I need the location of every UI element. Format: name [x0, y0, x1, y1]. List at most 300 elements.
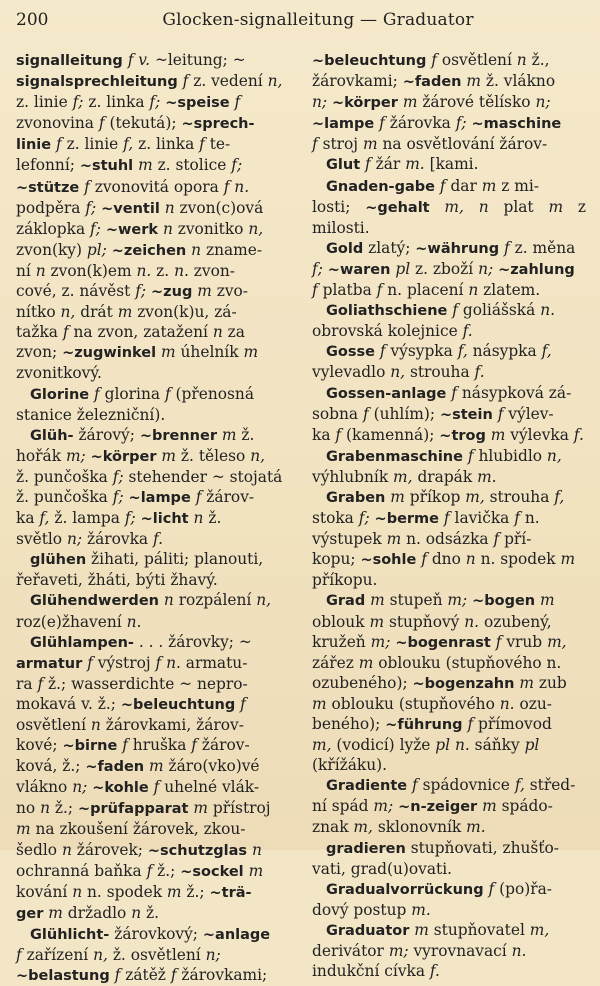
- translation-text: indukční cívka: [312, 962, 430, 981]
- grammar-label: pl: [395, 259, 411, 278]
- grammar-label: f,: [123, 135, 134, 154]
- headword: ~führung: [385, 717, 463, 733]
- dictionary-line: [312, 859, 586, 879]
- dictionary-line: [312, 280, 586, 300]
- translation-text: vyrovnavací: [408, 942, 512, 961]
- headword: ~gehalt: [365, 199, 430, 216]
- dictionary-line: [16, 342, 290, 363]
- dictionary-line: [312, 673, 586, 694]
- translation-text: zvonovina: [16, 114, 99, 133]
- dictionary-line: [312, 653, 586, 673]
- translation-text: nítko: [16, 303, 61, 322]
- translation-text: žárovka: [82, 530, 153, 549]
- grammar-label: n: [35, 261, 46, 280]
- grammar-label: f: [335, 425, 342, 444]
- grammar-label: n;: [535, 93, 551, 112]
- translation-text: oblouku (stupňového n.: [373, 653, 562, 672]
- translation-text: sklonovník: [372, 818, 467, 837]
- headword: ~lampe: [128, 489, 191, 506]
- translation-text: vylevadlo: [312, 363, 391, 382]
- translation-text: ž. osvětlení: [107, 946, 206, 965]
- dictionary-line: [16, 529, 290, 549]
- grammar-label: m: [519, 673, 534, 692]
- text-columns: [16, 50, 586, 986]
- headword: ~zugwinkel: [62, 345, 157, 362]
- grammar-label: f,: [514, 776, 525, 795]
- dictionary-line: [312, 961, 586, 981]
- dictionary-line: [312, 632, 586, 653]
- translation-text: držadlo: [62, 903, 132, 922]
- page-header: [16, 10, 586, 50]
- running-title: Glocken-signalleitung — Graduator: [162, 10, 474, 30]
- grammar-label: f;: [455, 114, 467, 133]
- translation-text: sáňky: [469, 736, 525, 755]
- grammar-label: f: [467, 446, 474, 465]
- headword: Graduator: [326, 922, 410, 939]
- translation-text: spádo-: [496, 797, 553, 816]
- translation-text: násypka: [467, 342, 542, 361]
- grammar-label: n,: [93, 946, 108, 965]
- grammar-label: m: [166, 882, 182, 901]
- translation-text: dový postup: [312, 900, 412, 919]
- dictionary-line: [312, 796, 586, 817]
- headword: ~zug: [151, 284, 193, 301]
- translation-text: ra: [16, 674, 38, 693]
- grammar-label: f: [431, 51, 437, 69]
- dictionary-line: [312, 404, 586, 425]
- headword: linie: [16, 137, 52, 154]
- translation-text: zlatem.: [478, 281, 541, 300]
- translation-text: stupňový: [384, 612, 465, 631]
- dictionary-line: [16, 322, 290, 342]
- translation-text: stupňovatel: [428, 920, 530, 939]
- grammar-label: pl: [524, 736, 540, 755]
- translation-text: plat: [488, 197, 549, 216]
- translation-text: (křížáku).: [312, 756, 388, 775]
- translation-text: ní: [16, 261, 36, 280]
- translation-text: armatu-: [180, 653, 248, 672]
- translation-text: na zvon, zatažení: [68, 323, 213, 342]
- translation-text: z milosti.: [312, 197, 586, 237]
- dictionary-line: [312, 50, 586, 71]
- translation-text: roz(e)žhavení: [16, 612, 127, 631]
- translation-text: rozpálení: [173, 591, 257, 610]
- dictionary-line: [16, 113, 290, 134]
- grammar-label: n,: [390, 363, 406, 382]
- dictionary-line: [312, 735, 586, 755]
- grammar-label: f: [122, 736, 128, 755]
- translation-text: výhlubník: [312, 467, 394, 486]
- dictionary-line: [312, 92, 586, 113]
- headword: ~stütze: [16, 179, 80, 196]
- dictionary-line: [312, 508, 586, 529]
- dictionary-line: [312, 612, 586, 632]
- translation-text: zářez: [312, 653, 359, 672]
- headword: gradieren: [326, 840, 406, 857]
- grammar-label: f.: [462, 322, 473, 341]
- headword: ~prüfapparat: [77, 801, 189, 818]
- translation-text: zub: [533, 673, 567, 692]
- grammar-label: n;: [205, 946, 221, 965]
- translation-text: stupeň: [384, 591, 448, 610]
- translation-text: na zkoušení žárovek, zkou-: [30, 820, 246, 839]
- translation-text: ozubeného);: [312, 673, 413, 692]
- dictionary-line: [312, 920, 586, 941]
- headword: Goliathschiene: [326, 303, 448, 320]
- grammar-label: n,: [256, 591, 272, 610]
- headword: ~faden: [85, 759, 145, 776]
- dictionary-line: [16, 177, 290, 198]
- translation-text: ž. punčoška: [16, 467, 113, 486]
- grammar-label: n,: [250, 446, 266, 465]
- headword: Gold: [326, 240, 364, 257]
- grammar-label: m;: [373, 797, 394, 816]
- translation-text: za: [222, 323, 245, 342]
- dictionary-line: [312, 238, 586, 259]
- translation-text: zvon(k)u, zá-: [132, 303, 237, 322]
- grammar-label: f: [234, 93, 241, 112]
- grammar-label: n: [468, 281, 479, 300]
- grammar-label: f;: [90, 219, 101, 238]
- translation-text: ozu-: [514, 694, 552, 713]
- dictionary-line: [16, 756, 290, 777]
- translation-text: te-: [204, 135, 231, 154]
- headword: ~bogenzahn: [412, 675, 515, 692]
- headword: ger: [16, 905, 44, 922]
- headword: signalleitung: [16, 53, 123, 69]
- translation-text: žárov-: [201, 487, 255, 506]
- translation-text: podpěra: [16, 198, 86, 217]
- dictionary-line: [16, 819, 290, 839]
- translation-text: n. spodek: [82, 882, 167, 901]
- translation-text: zvonitkový.: [16, 364, 102, 383]
- translation-text: . . . žárovky; ~: [133, 632, 252, 651]
- translation-text: n.: [519, 509, 540, 528]
- translation-text: žár: [370, 155, 406, 174]
- translation-text: násypková zá-: [457, 383, 572, 402]
- translation-text: z. vedení: [188, 72, 268, 91]
- translation-text: stupňovati, zhušťo-: [405, 838, 559, 857]
- grammar-label: f: [164, 384, 171, 403]
- translation-text: zvon(ky): [16, 240, 87, 259]
- dictionary-line: [16, 155, 290, 176]
- grammar-label: f.: [573, 425, 584, 444]
- translation-text: řeřaveti, žháti, býti žhavý.: [16, 571, 218, 590]
- grammar-label: f: [94, 384, 100, 403]
- dictionary-line: [16, 861, 290, 882]
- grammar-label: m: [248, 861, 264, 880]
- grammar-label: n: [251, 840, 262, 859]
- grammar-label: f n.: [155, 653, 181, 672]
- grammar-label: m: [161, 446, 177, 465]
- dictionary-line: [16, 612, 290, 632]
- translation-text: cové, z. návěst: [16, 282, 136, 301]
- grammar-label: f: [312, 135, 318, 154]
- grammar-label: n: [131, 903, 142, 922]
- grammar-label: f: [37, 674, 44, 693]
- grammar-label: m: [138, 156, 153, 175]
- translation-text: oblouku (stupňového: [326, 694, 500, 713]
- headword: Glühlicht-: [30, 926, 110, 943]
- dictionary-line: [16, 240, 290, 261]
- headword: signalsprechleitung: [16, 74, 178, 91]
- dictionary-line: [16, 384, 290, 405]
- grammar-label: m.: [405, 155, 425, 174]
- dictionary-line: [16, 777, 290, 798]
- dictionary-line: [312, 694, 586, 714]
- translation-text: spádovnice: [417, 776, 515, 795]
- grammar-label: m,: [312, 736, 332, 755]
- translation-text: žárovkami;: [176, 966, 268, 985]
- headword: ~beleuchtung: [120, 696, 236, 713]
- grammar-label: n;: [72, 778, 88, 797]
- grammar-label: n,: [546, 446, 562, 465]
- translation-text: úhelník: [175, 343, 244, 362]
- translation-text: žárov-: [196, 736, 250, 755]
- grammar-label: m;: [65, 446, 86, 465]
- headword: ~trog: [439, 427, 486, 444]
- translation-text: ž.: [236, 425, 255, 444]
- dictionary-line: [312, 941, 586, 961]
- headword: ~speise: [165, 95, 230, 112]
- dictionary-line: [312, 755, 586, 775]
- grammar-label: m,: [353, 818, 373, 837]
- translation-text: z. stolice: [152, 156, 232, 175]
- grammar-label: n,: [60, 303, 76, 322]
- grammar-label: m.: [477, 467, 497, 486]
- grammar-label: n;: [66, 530, 83, 549]
- translation-text: ková, ž.;: [16, 757, 86, 776]
- grammar-label: m,: [393, 467, 413, 486]
- grammar-label: m: [358, 653, 374, 672]
- translation-text: žihati, páliti; planouti,: [86, 550, 264, 569]
- headword: ~schutzglas: [147, 842, 248, 859]
- translation-text: lavička: [449, 509, 515, 528]
- translation-text: z. linka: [133, 135, 200, 154]
- translation-text: stroj: [317, 135, 363, 154]
- translation-text: (uhlím);: [368, 404, 440, 423]
- grammar-label: n: [61, 840, 72, 859]
- translation-text: z. měna: [509, 238, 576, 257]
- dictionary-line: [16, 50, 290, 71]
- grammar-label: f: [439, 176, 446, 195]
- grammar-label: f,: [554, 487, 565, 506]
- grammar-label: n.: [464, 612, 480, 631]
- translation-text: n. odsázka: [401, 530, 494, 549]
- grammar-label: f: [451, 383, 457, 402]
- dictionary-line: [312, 570, 586, 590]
- translation-text: no: [16, 799, 41, 818]
- grammar-label: f: [84, 177, 90, 196]
- grammar-label: m: [149, 757, 164, 776]
- grammar-label: m: [414, 920, 429, 939]
- translation-text: zvonovitá opora: [89, 177, 224, 196]
- dictionary-line: [16, 590, 290, 611]
- grammar-label: f,: [541, 342, 552, 361]
- translation-text: zvon-: [188, 261, 235, 280]
- grammar-label: f;: [124, 509, 136, 528]
- translation-text: žáro(vko)vé: [163, 757, 260, 776]
- translation-text: ž.;: [181, 882, 210, 901]
- grammar-label: f: [312, 281, 318, 300]
- grammar-label: n: [212, 323, 223, 342]
- grammar-label: f: [365, 155, 371, 174]
- translation-text: výstupek: [312, 530, 387, 549]
- headword: ~faden: [402, 74, 462, 91]
- translation-text: dar: [445, 176, 482, 195]
- headword: armatur: [16, 655, 83, 672]
- headword: Glühendwerden: [30, 593, 159, 610]
- grammar-label: f;: [149, 93, 161, 112]
- grammar-label: f,: [39, 509, 50, 528]
- grammar-label: n;: [312, 93, 328, 112]
- grammar-label: m: [197, 282, 212, 301]
- translation-text: kružeň: [312, 632, 371, 651]
- dictionary-line: [16, 570, 290, 590]
- translation-text: (vodicí) lyže: [331, 736, 436, 755]
- grammar-label: f: [195, 487, 202, 506]
- translation-text: žárovek;: [71, 840, 148, 859]
- grammar-label: n: [465, 550, 476, 569]
- grammar-label: f: [493, 530, 500, 549]
- translation-text: derivátor: [312, 942, 389, 961]
- headword: ~währung: [415, 240, 500, 257]
- headword: ~sprech-: [181, 116, 255, 133]
- grammar-label: f: [443, 509, 450, 528]
- headword: ~birne: [62, 738, 118, 755]
- headword: ~bogenrast: [395, 634, 491, 651]
- translation-text: ž. těleso: [176, 446, 251, 465]
- grammar-label: f: [170, 966, 177, 985]
- grammar-label: f: [146, 861, 153, 880]
- grammar-label: f: [379, 342, 386, 361]
- headword: ~sockel: [180, 863, 244, 880]
- dictionary-line: [16, 261, 290, 281]
- grammar-label: m: [370, 591, 385, 610]
- translation-text: (kamenná);: [341, 425, 440, 444]
- translation-text: zvon(k)em: [45, 261, 137, 280]
- translation-text: z.: [151, 261, 175, 280]
- dictionary-line: [16, 945, 290, 965]
- grammar-label: m.: [466, 818, 486, 837]
- grammar-label: m: [312, 694, 327, 713]
- translation-text: světlo: [16, 530, 67, 549]
- grammar-label: f: [488, 879, 495, 898]
- grammar-label: m: [560, 550, 576, 569]
- grammar-label: m;: [447, 591, 468, 610]
- translation-text: hořák: [16, 446, 66, 465]
- headword: ~berme: [374, 511, 440, 528]
- dictionary-line: [16, 924, 290, 945]
- translation-text: platba: [317, 281, 377, 300]
- translation-text: výlevka: [505, 425, 574, 444]
- grammar-label: m: [161, 343, 176, 362]
- grammar-label: n: [516, 51, 527, 69]
- dictionary-line: [16, 632, 290, 653]
- headword: Grad: [326, 593, 366, 610]
- grammar-label: n: [163, 591, 174, 610]
- dictionary-line: [16, 134, 290, 155]
- grammar-label: n;: [478, 259, 494, 278]
- grammar-label: m: [490, 425, 506, 444]
- translation-text: vati, grad(u)ovati.: [312, 859, 453, 878]
- dictionary-line: [16, 965, 290, 986]
- grammar-label: f.: [152, 530, 164, 549]
- translation-text: strouha: [405, 363, 475, 382]
- translation-text: kové;: [16, 736, 63, 755]
- grammar-label: n.: [136, 261, 152, 280]
- headword: ~körper: [90, 448, 157, 465]
- translation-text: z. zboží: [410, 259, 479, 278]
- dictionary-line: [312, 446, 586, 467]
- dictionary-line: [16, 715, 290, 735]
- headword: ~licht: [140, 511, 189, 528]
- right-column: [312, 50, 586, 986]
- grammar-label: n: [40, 799, 50, 818]
- grammar-label: f;: [112, 467, 124, 486]
- grammar-label: m,: [465, 487, 485, 506]
- translation-text: přímovod: [473, 715, 552, 733]
- grammar-label: f;: [135, 282, 147, 301]
- translation-text: žárovkami;: [312, 72, 403, 91]
- grammar-label: m;: [388, 942, 409, 961]
- translation-text: (přenosná: [170, 384, 255, 403]
- grammar-label: f v.: [127, 51, 151, 69]
- dictionary-line: [312, 300, 586, 321]
- translation-text: výsypka: [385, 342, 458, 361]
- dictionary-line: [312, 383, 586, 404]
- grammar-label: f;: [358, 509, 370, 528]
- headword: ~stein: [439, 406, 493, 423]
- dictionary-line: [16, 798, 290, 819]
- translation-text: glorina: [99, 384, 165, 403]
- translation-text: goliášská: [457, 301, 541, 320]
- grammar-label: m: [369, 612, 385, 631]
- grammar-label: m: [362, 135, 378, 154]
- headword: Gradiente: [326, 778, 408, 795]
- grammar-label: m: [481, 176, 497, 195]
- translation-text: tažka: [16, 323, 63, 342]
- grammar-label: n.: [126, 612, 142, 631]
- grammar-label: f n.: [223, 177, 250, 196]
- dictionary-line: [312, 590, 586, 611]
- headword: Glüh-: [30, 427, 74, 444]
- dictionary-line: [16, 694, 290, 715]
- grammar-label: f: [153, 778, 160, 797]
- grammar-label: f: [412, 776, 418, 795]
- dictionary-line: [312, 362, 586, 382]
- grammar-label: n.: [540, 301, 556, 320]
- translation-text: vrub: [501, 632, 548, 651]
- grammar-label: m: [390, 487, 405, 506]
- grammar-label: f;: [85, 198, 97, 217]
- grammar-label: f: [421, 550, 427, 569]
- dictionary-line: [312, 817, 586, 837]
- translation-text: kopu;: [312, 550, 361, 569]
- headword: ~beleuchtung: [312, 53, 427, 69]
- grammar-label: n.: [174, 261, 189, 280]
- headword: ~lampe: [312, 116, 375, 133]
- translation-text: strouha: [484, 487, 555, 506]
- translation-text: zname-: [201, 240, 263, 259]
- grammar-label: f: [182, 72, 189, 91]
- headword: ~sohle: [360, 552, 417, 569]
- translation-text: výstroj: [92, 653, 156, 672]
- headword: Gosse: [326, 344, 375, 361]
- headword: ~brenner: [139, 427, 217, 444]
- translation-text: zvonitko: [172, 219, 249, 238]
- grammar-label: f: [191, 736, 197, 755]
